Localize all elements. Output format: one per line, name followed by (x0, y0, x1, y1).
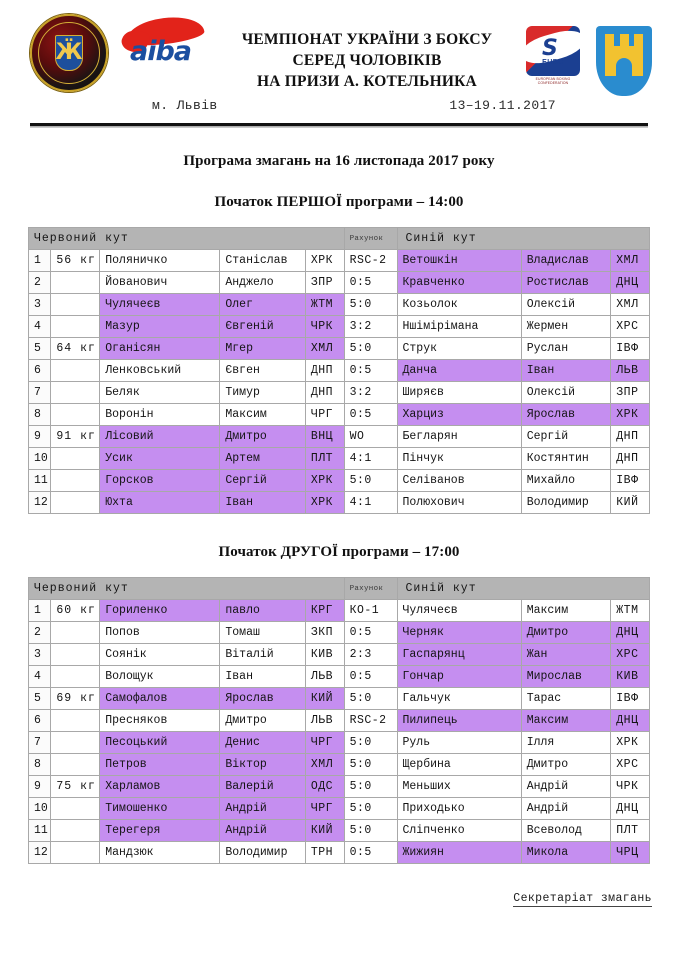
red-firstname: Євгеній (220, 316, 306, 338)
red-surname: Харламов (100, 776, 220, 798)
red-firstname: Артем (220, 448, 306, 470)
title-line-2: СЕРЕД ЧОЛОВІКІВ (292, 51, 442, 69)
header-subline (0, 96, 678, 113)
red-surname: Тимошенко (100, 798, 220, 820)
blue-surname: Гаспарянц (397, 644, 521, 666)
blue-region: ДНП (611, 426, 650, 448)
red-region: ЗПР (305, 272, 344, 294)
table-row (29, 470, 650, 492)
table-row (29, 382, 650, 404)
weight-class (51, 294, 100, 316)
red-surname: Пресняков (100, 710, 220, 732)
red-surname: Поляничко (100, 250, 220, 272)
row-index: 12 (29, 492, 51, 514)
blue-region: ЗПР (611, 382, 650, 404)
session-1-table-wrap (28, 227, 650, 514)
red-firstname: Олег (220, 294, 306, 316)
red-region: ТРН (305, 842, 344, 864)
blue-firstname: Ілля (521, 732, 611, 754)
weight-class: 91 кг (51, 426, 100, 448)
bout-score: 4:1 (344, 448, 397, 470)
row-index: 11 (29, 820, 51, 842)
left-logos (30, 14, 208, 92)
bout-score: 4:1 (344, 492, 397, 514)
dates-label: 13–19.11.2017 (449, 98, 556, 113)
weight-class (51, 798, 100, 820)
blue-firstname: Руслан (521, 338, 611, 360)
header-divider (30, 123, 648, 128)
red-surname: Петров (100, 754, 220, 776)
red-firstname: Валерій (220, 776, 306, 798)
header-red-corner: Червоний кут (29, 228, 345, 250)
weight-class (51, 732, 100, 754)
bout-score: КО-1 (344, 600, 397, 622)
table-row (29, 776, 650, 798)
red-firstname: Володимир (220, 842, 306, 864)
weight-class (51, 404, 100, 426)
right-logos (526, 14, 652, 96)
weight-class: 56 кг (51, 250, 100, 272)
blue-surname: Пінчук (397, 448, 521, 470)
red-surname: Соянік (100, 644, 220, 666)
bout-score: 0:5 (344, 842, 397, 864)
title-line-1: ЧЕМПІОНАТ УКРАЇНИ З БОКСУ (241, 31, 493, 48)
red-surname: Йованович (100, 272, 220, 294)
table-row (29, 272, 650, 294)
blue-firstname: Михайло (521, 470, 611, 492)
table-row (29, 600, 650, 622)
row-index: 9 (29, 776, 51, 798)
footer-signature-text: Секретаріат змагань (513, 892, 652, 905)
red-firstname: Ярослав (220, 688, 306, 710)
red-region: ХМЛ (305, 338, 344, 360)
blue-region: ДНП (611, 448, 650, 470)
red-surname: Лісовий (100, 426, 220, 448)
red-firstname: Сергій (220, 470, 306, 492)
red-surname: Горсков (100, 470, 220, 492)
table-row (29, 338, 650, 360)
table-body (29, 250, 650, 514)
aiba-logo-icon (122, 14, 208, 76)
blue-region: ХРС (611, 316, 650, 338)
header-blue-corner: Синій кут (397, 578, 650, 600)
bout-score: 0:5 (344, 272, 397, 294)
bout-score: 5:0 (344, 820, 397, 842)
bout-score: 3:2 (344, 316, 397, 338)
blue-surname: Черняк (397, 622, 521, 644)
blue-firstname: Микола (521, 842, 611, 864)
weight-class: 60 кг (51, 600, 100, 622)
table-body (29, 600, 650, 864)
blue-region: ХМЛ (611, 250, 650, 272)
bout-score: 0:5 (344, 622, 397, 644)
red-surname: Юхта (100, 492, 220, 514)
red-region: ЧРГ (305, 798, 344, 820)
weight-class (51, 644, 100, 666)
page-title (208, 14, 526, 93)
bout-score: 5:0 (344, 754, 397, 776)
blue-firstname: Максим (521, 600, 611, 622)
weight-class (51, 666, 100, 688)
table-row (29, 644, 650, 666)
blue-region: ДНЦ (611, 710, 650, 732)
row-index: 8 (29, 754, 51, 776)
footer-signature (0, 892, 652, 905)
row-index: 12 (29, 842, 51, 864)
row-index: 10 (29, 448, 51, 470)
bouts-table-session-2 (28, 577, 650, 864)
bout-score: 0:5 (344, 404, 397, 426)
row-index: 5 (29, 688, 51, 710)
bouts-table-session-1 (28, 227, 650, 514)
red-surname: Песоцький (100, 732, 220, 754)
blue-firstname: Мирослав (521, 666, 611, 688)
table-row (29, 426, 650, 448)
header-blue-corner: Синій кут (397, 228, 650, 250)
weight-class (51, 316, 100, 338)
weight-class (51, 820, 100, 842)
header-score: Рахунок (344, 578, 397, 600)
row-index: 11 (29, 470, 51, 492)
blue-region: ІВФ (611, 338, 650, 360)
row-index: 3 (29, 644, 51, 666)
red-surname: Самофалов (100, 688, 220, 710)
bout-score: 0:5 (344, 666, 397, 688)
red-region: ХРК (305, 470, 344, 492)
blue-surname: Сліпченко (397, 820, 521, 842)
red-surname: Ленковський (100, 360, 220, 382)
red-surname: Волощук (100, 666, 220, 688)
red-region: КИВ (305, 644, 344, 666)
table-head (29, 228, 650, 250)
bout-score: 5:0 (344, 688, 397, 710)
weight-class (51, 360, 100, 382)
bout-score: 5:0 (344, 470, 397, 492)
blue-firstname: Максим (521, 710, 611, 732)
blue-surname: Ветошкін (397, 250, 521, 272)
row-index: 8 (29, 404, 51, 426)
row-index: 6 (29, 710, 51, 732)
weight-class (51, 272, 100, 294)
red-surname: Гориленко (100, 600, 220, 622)
eubc-badge-shape (526, 26, 580, 76)
blue-surname: Жижиян (397, 842, 521, 864)
red-firstname: Іван (220, 666, 306, 688)
blue-region: ХМЛ (611, 294, 650, 316)
header-score: Рахунок (344, 228, 397, 250)
red-region: ЧРГ (305, 732, 344, 754)
table-row (29, 754, 650, 776)
red-region: ДНП (305, 360, 344, 382)
red-region: ПЛТ (305, 448, 344, 470)
blue-region: ЧРК (611, 776, 650, 798)
blue-firstname: Ростислав (521, 272, 611, 294)
blue-surname: Ширяєв (397, 382, 521, 404)
row-index: 4 (29, 316, 51, 338)
red-firstname: Дмитро (220, 710, 306, 732)
bout-score: 3:2 (344, 382, 397, 404)
table-row (29, 710, 650, 732)
session-1-heading: Початок ПЕРШОЇ програми – 14:00 (214, 194, 464, 210)
table-row (29, 622, 650, 644)
row-index: 9 (29, 426, 51, 448)
red-region: ОДС (305, 776, 344, 798)
ukraine-boxing-federation-emblem-icon (30, 14, 108, 92)
row-index: 1 (29, 600, 51, 622)
red-firstname: Андрій (220, 820, 306, 842)
red-firstname: Томаш (220, 622, 306, 644)
red-region: КИЙ (305, 688, 344, 710)
blue-region: ІВФ (611, 470, 650, 492)
red-region: ЛЬВ (305, 666, 344, 688)
session-2-table-wrap (28, 577, 650, 864)
blue-surname: Селіванов (397, 470, 521, 492)
red-region: ЛЬВ (305, 710, 344, 732)
table-header-row (29, 578, 650, 600)
blue-surname: Меньших (397, 776, 521, 798)
row-index: 4 (29, 666, 51, 688)
blue-firstname: Андрій (521, 798, 611, 820)
red-surname: Беляк (100, 382, 220, 404)
blue-region: ХРК (611, 732, 650, 754)
blue-surname: Ншімірімана (397, 316, 521, 338)
header-red-corner: Червоний кут (29, 578, 345, 600)
red-firstname: Віктор (220, 754, 306, 776)
red-surname: Попов (100, 622, 220, 644)
red-firstname: Дмитро (220, 426, 306, 448)
row-index: 2 (29, 272, 51, 294)
red-firstname: Євген (220, 360, 306, 382)
blue-firstname: Володимир (521, 492, 611, 514)
blue-region: ЧРЦ (611, 842, 650, 864)
weight-class (51, 470, 100, 492)
blue-surname: Полюхович (397, 492, 521, 514)
red-region: ЧРК (305, 316, 344, 338)
red-firstname: Станіслав (220, 250, 306, 272)
red-firstname: Тимур (220, 382, 306, 404)
blue-region: ЛЬВ (611, 360, 650, 382)
red-firstname: Віталій (220, 644, 306, 666)
table-row (29, 294, 650, 316)
weight-class (51, 448, 100, 470)
blue-firstname: Олексій (521, 294, 611, 316)
table-row (29, 732, 650, 754)
blue-surname: Чулячеєв (397, 600, 521, 622)
weight-class (51, 842, 100, 864)
blue-firstname: Жермен (521, 316, 611, 338)
table-row (29, 666, 650, 688)
blue-firstname: Дмитро (521, 754, 611, 776)
blue-surname: Руль (397, 732, 521, 754)
red-region: ЗКП (305, 622, 344, 644)
blue-firstname: Ярослав (521, 404, 611, 426)
blue-firstname: Іван (521, 360, 611, 382)
weight-class: 69 кг (51, 688, 100, 710)
blue-region: КИЙ (611, 492, 650, 514)
red-firstname: Анджело (220, 272, 306, 294)
red-firstname: Іван (220, 492, 306, 514)
red-region: ХРК (305, 492, 344, 514)
blue-surname: Козьолок (397, 294, 521, 316)
blue-surname: Кравченко (397, 272, 521, 294)
bout-score: 5:0 (344, 294, 397, 316)
table-row (29, 360, 650, 382)
row-index: 3 (29, 294, 51, 316)
row-index: 5 (29, 338, 51, 360)
blue-surname: Бегларян (397, 426, 521, 448)
blue-surname: Щербина (397, 754, 521, 776)
blue-region: ПЛТ (611, 820, 650, 842)
blue-firstname: Владислав (521, 250, 611, 272)
weight-class (51, 622, 100, 644)
table-row (29, 820, 650, 842)
row-index: 6 (29, 360, 51, 382)
row-index: 7 (29, 732, 51, 754)
table-row (29, 798, 650, 820)
red-region: ЧРГ (305, 404, 344, 426)
blue-firstname: Дмитро (521, 622, 611, 644)
blue-firstname: Жан (521, 644, 611, 666)
weight-class (51, 710, 100, 732)
table-head (29, 578, 650, 600)
weight-class (51, 382, 100, 404)
weight-class (51, 754, 100, 776)
lviv-arch (616, 58, 632, 76)
weight-class: 64 кг (51, 338, 100, 360)
red-region: ХМЛ (305, 754, 344, 776)
table-row (29, 492, 650, 514)
aiba-wordmark: aiba (130, 36, 192, 67)
blue-region: ХРК (611, 404, 650, 426)
bout-score: 5:0 (344, 798, 397, 820)
bout-score: 5:0 (344, 776, 397, 798)
shield-icon (55, 35, 83, 71)
bout-score: 5:0 (344, 338, 397, 360)
bout-score: RSC-2 (344, 710, 397, 732)
table-row (29, 316, 650, 338)
table-row (29, 250, 650, 272)
blue-region: ХРС (611, 644, 650, 666)
trident-icon: Ӝ (55, 40, 83, 65)
red-region: ХРК (305, 250, 344, 272)
blue-region: ДНЦ (611, 798, 650, 820)
blue-firstname: Тарас (521, 688, 611, 710)
eubc-label: EUBC (542, 59, 564, 66)
red-region: ДНП (305, 382, 344, 404)
blue-region: ДНЦ (611, 272, 650, 294)
red-firstname: Андрій (220, 798, 306, 820)
blue-surname: Пилипець (397, 710, 521, 732)
weight-class: 75 кг (51, 776, 100, 798)
blue-surname: Харциз (397, 404, 521, 426)
table-row (29, 404, 650, 426)
blue-surname: Гончар (397, 666, 521, 688)
document-header (0, 0, 678, 96)
red-surname: Мазур (100, 316, 220, 338)
red-surname: Мандзюк (100, 842, 220, 864)
title-line-3: НА ПРИЗИ А. КОТЕЛЬНИКА (257, 72, 477, 90)
table-row (29, 688, 650, 710)
bout-score: 2:3 (344, 644, 397, 666)
program-title: Програма змагань на 16 листопада 2017 року (183, 153, 495, 169)
red-region: КИЙ (305, 820, 344, 842)
table-row (29, 448, 650, 470)
blue-firstname: Всеволод (521, 820, 611, 842)
blue-surname: Приходько (397, 798, 521, 820)
row-index: 10 (29, 798, 51, 820)
bout-score: 5:0 (344, 732, 397, 754)
eubc-s-glyph: S (542, 36, 558, 61)
red-surname: Чулячеєв (100, 294, 220, 316)
table-row (29, 842, 650, 864)
red-region: КРГ (305, 600, 344, 622)
city-label: м. Львів (152, 98, 218, 113)
row-index: 1 (29, 250, 51, 272)
blue-surname: Данча (397, 360, 521, 382)
red-firstname: Денис (220, 732, 306, 754)
red-surname: Воронін (100, 404, 220, 426)
bout-score: RSC-2 (344, 250, 397, 272)
lviv-coat-of-arms-icon (596, 26, 652, 96)
blue-firstname: Олексій (521, 382, 611, 404)
blue-region: ІВФ (611, 688, 650, 710)
blue-surname: Гальчук (397, 688, 521, 710)
bout-score: WO (344, 426, 397, 448)
red-firstname: Мгер (220, 338, 306, 360)
table-header-row (29, 228, 650, 250)
blue-region: ДНЦ (611, 622, 650, 644)
bout-score: 0:5 (344, 360, 397, 382)
red-region: ВНЦ (305, 426, 344, 448)
blue-firstname: Костянтин (521, 448, 611, 470)
weight-class (51, 492, 100, 514)
red-surname: Оганісян (100, 338, 220, 360)
red-surname: Усик (100, 448, 220, 470)
eubc-logo-icon (526, 26, 580, 88)
row-index: 2 (29, 622, 51, 644)
session-2-heading: Початок ДРУГОЇ програми – 17:00 (218, 544, 460, 560)
blue-region: ХРС (611, 754, 650, 776)
red-surname: Терегеря (100, 820, 220, 842)
red-firstname: павло (220, 600, 306, 622)
blue-region: КИВ (611, 666, 650, 688)
red-firstname: Максим (220, 404, 306, 426)
eubc-sublabel: EUROPEAN BOXING CONFEDERATION (535, 77, 571, 85)
blue-firstname: Андрій (521, 776, 611, 798)
row-index: 7 (29, 382, 51, 404)
red-region: ЖТМ (305, 294, 344, 316)
blue-surname: Струк (397, 338, 521, 360)
blue-firstname: Сергій (521, 426, 611, 448)
blue-region: ЖТМ (611, 600, 650, 622)
